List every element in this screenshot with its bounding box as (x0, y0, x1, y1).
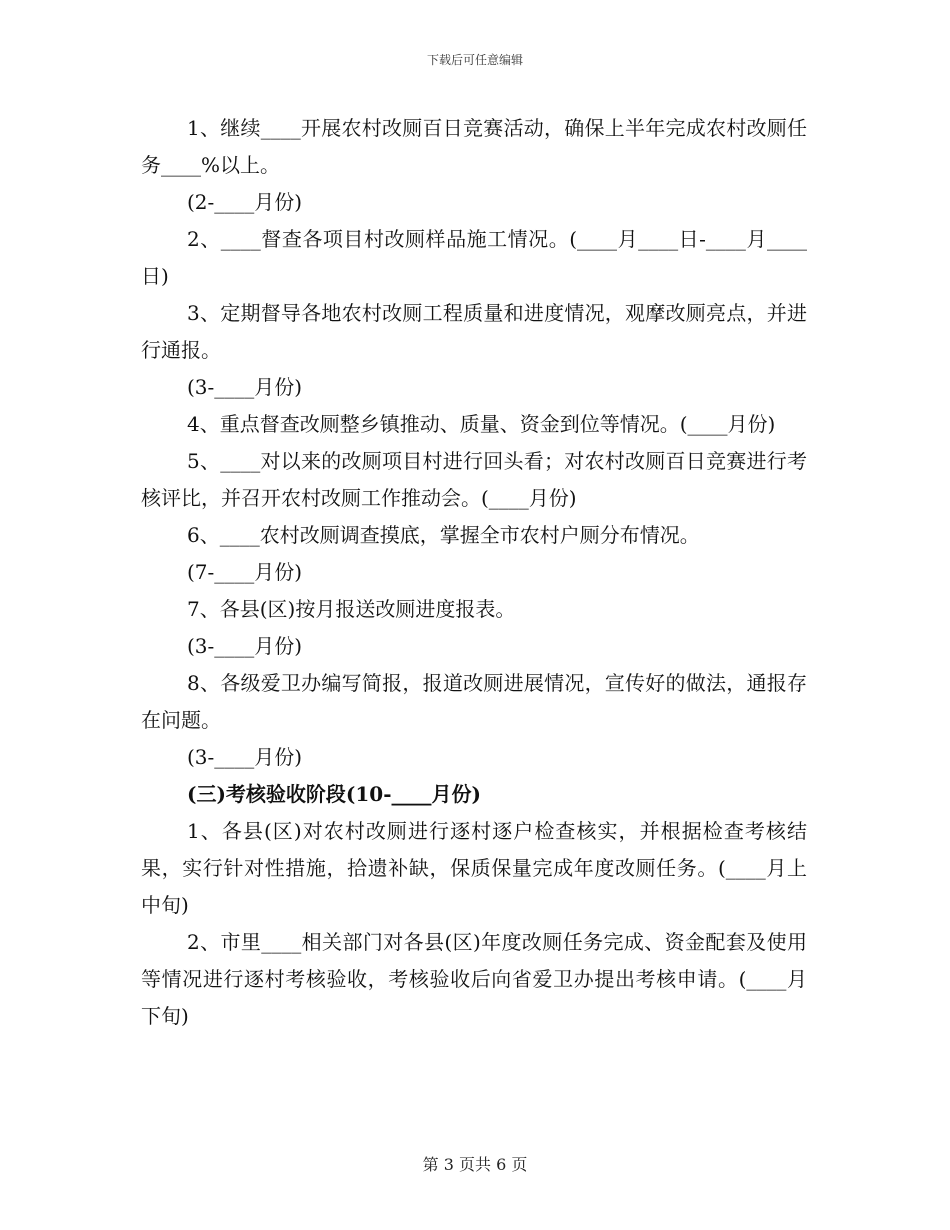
paragraph-10: 7、各县(区)按月报送改厕进度报表。 (187, 597, 516, 621)
paragraph-1: 1、继续____开展农村改厕百日竞赛活动，确保上半年完成农村改厕任务____%以上。 (141, 116, 807, 177)
paragraph-4: 3、定期督导各地农村改厕工程质量和进度情况，观摩改厕亮点，并进行通报。 (141, 301, 807, 362)
document-body (141, 110, 807, 1035)
paragraph-11: (3-____月份) (187, 634, 303, 658)
page-header: 下载后可任意编辑 (426, 53, 523, 67)
paragraph-3: 2、____督查各项目村改厕样品施工情况。(____月____日-____月____日) (141, 227, 807, 288)
paragraph-5: (3-____月份) (187, 375, 303, 399)
section-heading-assessment: (三)考核验收阶段(10-____月份) (187, 782, 481, 806)
paragraph-16: 2、市里____相关部门对各县(区)年度改厕任务完成、资金配套及使用等情况进行逐村考核验收，考核验收后向省爱卫办提出考核申请。(____月下旬) (141, 930, 807, 1028)
paragraph-9: (7-____月份) (187, 560, 303, 584)
page-footer: 第 3 页共 6 页 (422, 1155, 528, 1174)
paragraph-2: (2-____月份) (187, 190, 303, 214)
paragraph-12: 8、各级爱卫办编写简报，报道改厕进展情况，宣传好的做法，通报存在问题。 (141, 671, 807, 732)
paragraph-15: 1、各县(区)对农村改厕进行逐村逐户检查核实，并根据检查考核结果，实行针对性措施，拾遗补缺，保质保量完成年度改厕任务。(____月上中旬) (141, 819, 807, 917)
paragraph-7: 5、____对以来的改厕项目村进行回头看；对农村改厕百日竞赛进行考核评比，并召开农村改厕工作推动会。(____月份) (141, 449, 807, 510)
paragraph-13: (3-____月份) (187, 745, 303, 769)
paragraph-6: 4、重点督查改厕整乡镇推动、质量、资金到位等情况。(____月份) (187, 412, 776, 436)
paragraph-8: 6、____农村改厕调查摸底，掌握全市农村户厕分布情况。 (187, 523, 700, 547)
